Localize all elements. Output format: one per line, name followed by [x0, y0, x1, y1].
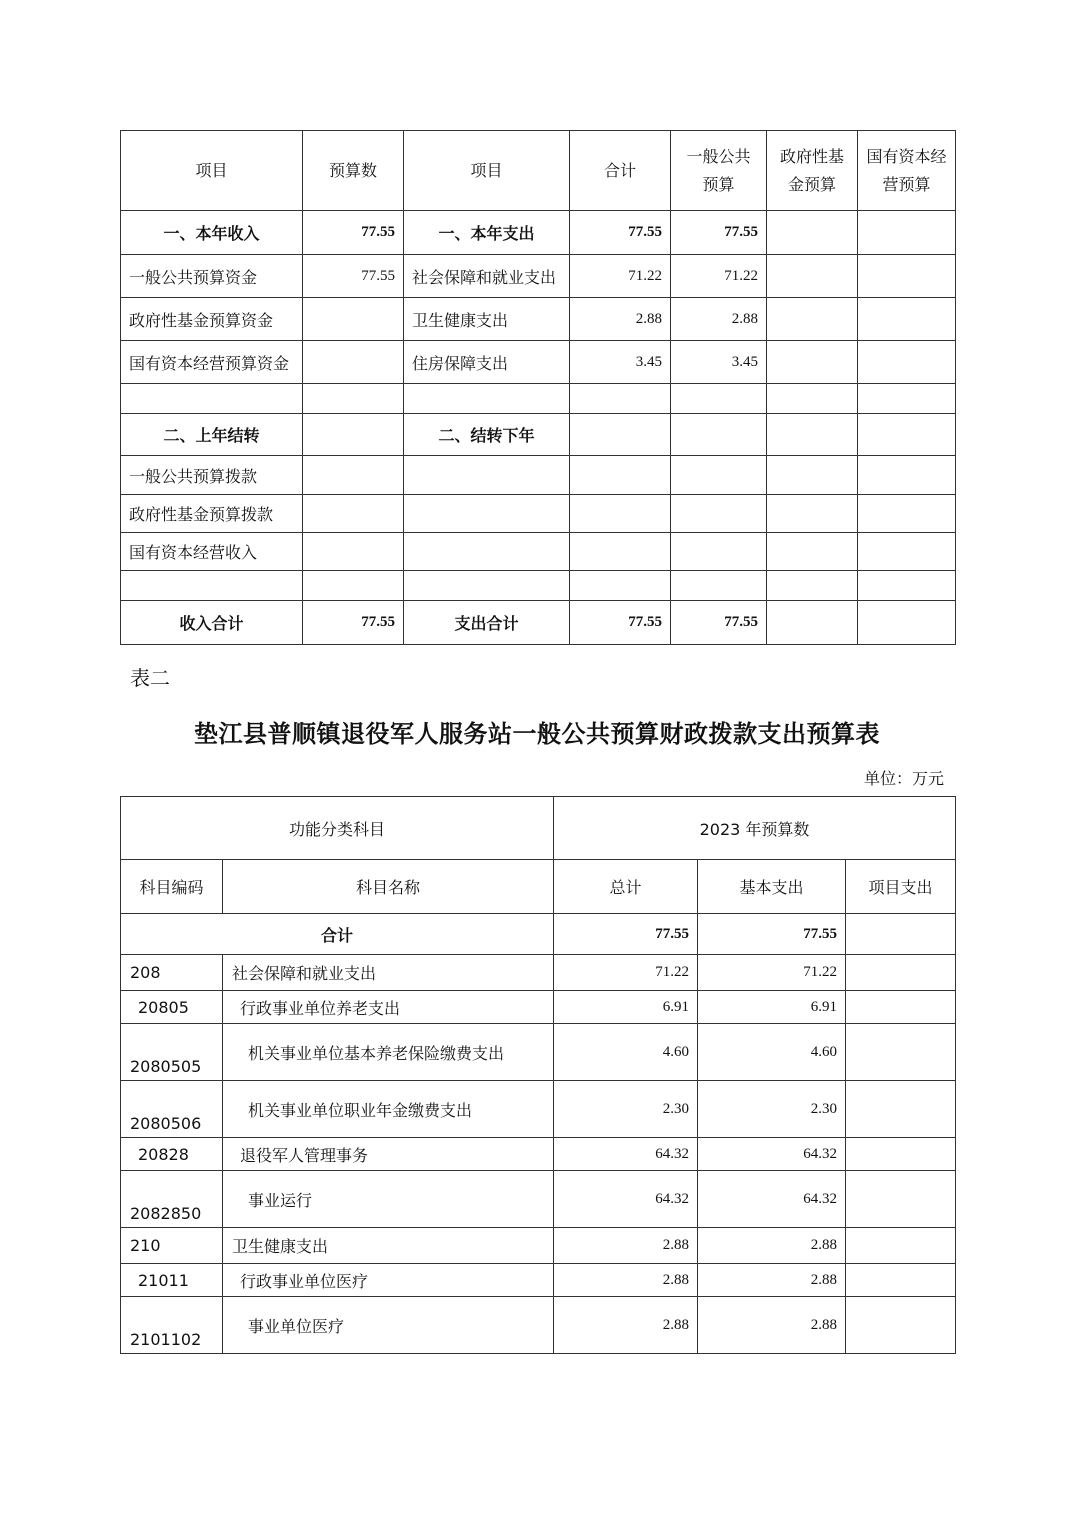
- soe-amount: [858, 533, 956, 571]
- row-project: [846, 1138, 956, 1171]
- gov-fund-amount: [767, 456, 858, 495]
- expense-total: [570, 456, 671, 495]
- income-amount: [303, 414, 404, 456]
- expense-total: 2.88: [570, 298, 671, 341]
- table1-row: [121, 414, 956, 456]
- header-code: 科目编码: [121, 860, 223, 914]
- table-row: [121, 991, 956, 1024]
- income-amount: [303, 456, 404, 495]
- header-name: 科目名称: [223, 860, 554, 914]
- income-amount: [303, 298, 404, 341]
- row-basic: 4.60: [698, 1024, 846, 1081]
- row-total: 2.88: [554, 1297, 698, 1354]
- subject-name: 行政事业单位养老支出: [223, 991, 554, 1024]
- total-project: [846, 914, 956, 955]
- subject-code: 2101102: [121, 1297, 223, 1354]
- income-item: 一般公共预算拨款: [121, 456, 303, 495]
- row-project: [846, 1081, 956, 1138]
- soe-amount: [858, 341, 956, 384]
- table1-row: [121, 601, 956, 645]
- table-row: [121, 1171, 956, 1228]
- header-soe-budget: 国有资本经营预算: [858, 131, 956, 211]
- soe-amount: [858, 601, 956, 645]
- gov-fund-amount: [767, 298, 858, 341]
- table1-row: [121, 211, 956, 255]
- expenditure-budget-table: [120, 796, 956, 1354]
- income-item: 国有资本经营预算资金: [121, 341, 303, 384]
- gov-fund-amount: [767, 384, 858, 414]
- subject-name: 退役军人管理事务: [223, 1138, 554, 1171]
- header-functional-category: 功能分类科目: [121, 797, 554, 860]
- expense-total: 77.55: [570, 601, 671, 645]
- header-item-expense: 项目: [404, 131, 570, 211]
- table-label: 表二: [130, 666, 170, 690]
- row-project: [846, 1024, 956, 1081]
- row-total: 6.91: [554, 991, 698, 1024]
- table1-row: [121, 298, 956, 341]
- income-item: 二、上年结转: [121, 414, 303, 456]
- table1-row: [121, 495, 956, 533]
- soe-amount: [858, 414, 956, 456]
- row-basic: 64.32: [698, 1138, 846, 1171]
- expense-total: [570, 414, 671, 456]
- gov-fund-amount: [767, 533, 858, 571]
- subject-code: 20828: [121, 1138, 223, 1171]
- soe-amount: [858, 384, 956, 414]
- expense-item: 支出合计: [404, 601, 570, 645]
- income-item: 一、本年收入: [121, 211, 303, 255]
- income-item: 政府性基金预算资金: [121, 298, 303, 341]
- gov-fund-amount: [767, 341, 858, 384]
- general-budget-amount: 77.55: [671, 601, 767, 645]
- row-basic: 2.88: [698, 1228, 846, 1264]
- row-total: 2.30: [554, 1081, 698, 1138]
- row-total: 2.88: [554, 1264, 698, 1297]
- subject-name: 行政事业单位医疗: [223, 1264, 554, 1297]
- page-title: 垫江县普顺镇退役军人服务站一般公共预算财政拨款支出预算表: [194, 720, 880, 748]
- subject-name: 事业运行: [223, 1171, 554, 1228]
- expense-total: [570, 384, 671, 414]
- soe-amount: [858, 255, 956, 298]
- subject-code: 208: [121, 955, 223, 991]
- subject-code: 2082850: [121, 1171, 223, 1228]
- general-budget-amount: [671, 414, 767, 456]
- table1-header-row: [121, 131, 956, 211]
- total-amount: 77.55: [554, 914, 698, 955]
- row-total: 64.32: [554, 1171, 698, 1228]
- general-budget-amount: 2.88: [671, 298, 767, 341]
- table1-row: [121, 255, 956, 298]
- income-item: [121, 384, 303, 414]
- row-basic: 2.88: [698, 1264, 846, 1297]
- table-row: [121, 1024, 956, 1081]
- income-item: [121, 571, 303, 601]
- general-budget-amount: [671, 571, 767, 601]
- row-basic: 2.88: [698, 1297, 846, 1354]
- soe-amount: [858, 495, 956, 533]
- expense-item: [404, 456, 570, 495]
- header-item-income: 项目: [121, 131, 303, 211]
- expense-item: [404, 533, 570, 571]
- soe-amount: [858, 211, 956, 255]
- table2-group-header-row: [121, 797, 956, 860]
- income-item: 政府性基金预算拨款: [121, 495, 303, 533]
- row-basic: 2.30: [698, 1081, 846, 1138]
- row-total: 2.88: [554, 1228, 698, 1264]
- income-amount: [303, 495, 404, 533]
- total-basic: 77.55: [698, 914, 846, 955]
- table-row: [121, 1138, 956, 1171]
- expense-item: [404, 384, 570, 414]
- table2-total-row: [121, 914, 956, 955]
- row-total: 64.32: [554, 1138, 698, 1171]
- header-project-expense: 项目支出: [846, 860, 956, 914]
- header-general-budget: 一般公共预算: [671, 131, 767, 211]
- general-budget-amount: [671, 456, 767, 495]
- header-gov-fund-budget: 政府性基金预算: [767, 131, 858, 211]
- budget-overview-table: [120, 130, 956, 645]
- expense-total: 71.22: [570, 255, 671, 298]
- gov-fund-amount: [767, 414, 858, 456]
- general-budget-amount: 3.45: [671, 341, 767, 384]
- expense-total: [570, 495, 671, 533]
- total-label: 合计: [121, 914, 554, 955]
- income-amount: [303, 571, 404, 601]
- header-basic-expense: 基本支出: [698, 860, 846, 914]
- expense-item: 二、结转下年: [404, 414, 570, 456]
- income-amount: [303, 341, 404, 384]
- expense-total: [570, 571, 671, 601]
- expense-total: 3.45: [570, 341, 671, 384]
- row-project: [846, 1264, 956, 1297]
- header-budget-year: 2023 年预算数: [554, 797, 956, 860]
- subject-name: 卫生健康支出: [223, 1228, 554, 1264]
- subject-name: 社会保障和就业支出: [223, 955, 554, 991]
- general-budget-amount: [671, 495, 767, 533]
- expense-item: [404, 495, 570, 533]
- subject-code: 2080505: [121, 1024, 223, 1081]
- subject-name: 机关事业单位职业年金缴费支出: [223, 1081, 554, 1138]
- row-project: [846, 991, 956, 1024]
- expense-total: [570, 533, 671, 571]
- table-row: [121, 1297, 956, 1354]
- unit-label: 单位：万元: [863, 769, 944, 788]
- gov-fund-amount: [767, 571, 858, 601]
- income-item: 国有资本经营收入: [121, 533, 303, 571]
- soe-amount: [858, 456, 956, 495]
- header-budget-amount: 预算数: [303, 131, 404, 211]
- income-amount: [303, 533, 404, 571]
- income-item: 一般公共预算资金: [121, 255, 303, 298]
- table1-row: [121, 533, 956, 571]
- row-basic: 6.91: [698, 991, 846, 1024]
- row-total: 4.60: [554, 1024, 698, 1081]
- gov-fund-amount: [767, 495, 858, 533]
- general-budget-amount: 77.55: [671, 211, 767, 255]
- row-total: 71.22: [554, 955, 698, 991]
- table1-row: [121, 456, 956, 495]
- expense-item: [404, 571, 570, 601]
- expense-item: 卫生健康支出: [404, 298, 570, 341]
- table-row: [121, 1264, 956, 1297]
- table2-column-header-row: [121, 860, 956, 914]
- header-total: 合计: [570, 131, 671, 211]
- subject-code: 2080506: [121, 1081, 223, 1138]
- subject-code: 210: [121, 1228, 223, 1264]
- row-project: [846, 955, 956, 991]
- header-grand-total: 总计: [554, 860, 698, 914]
- row-project: [846, 1171, 956, 1228]
- subject-code: 20805: [121, 991, 223, 1024]
- subject-code: 21011: [121, 1264, 223, 1297]
- table1-row: [121, 384, 956, 414]
- general-budget-amount: [671, 384, 767, 414]
- table-row: [121, 955, 956, 991]
- table-row: [121, 1228, 956, 1264]
- income-amount: 77.55: [303, 211, 404, 255]
- expense-item: 社会保障和就业支出: [404, 255, 570, 298]
- row-basic: 64.32: [698, 1171, 846, 1228]
- gov-fund-amount: [767, 601, 858, 645]
- subject-name: 机关事业单位基本养老保险缴费支出: [223, 1024, 554, 1081]
- income-amount: [303, 384, 404, 414]
- gov-fund-amount: [767, 211, 858, 255]
- expense-item: 一、本年支出: [404, 211, 570, 255]
- subject-name: 事业单位医疗: [223, 1297, 554, 1354]
- income-amount: 77.55: [303, 255, 404, 298]
- soe-amount: [858, 298, 956, 341]
- expense-item: 住房保障支出: [404, 341, 570, 384]
- table1-row: [121, 571, 956, 601]
- gov-fund-amount: [767, 255, 858, 298]
- table-row: [121, 1081, 956, 1138]
- general-budget-amount: [671, 533, 767, 571]
- row-project: [846, 1297, 956, 1354]
- general-budget-amount: 71.22: [671, 255, 767, 298]
- row-basic: 71.22: [698, 955, 846, 991]
- soe-amount: [858, 571, 956, 601]
- income-amount: 77.55: [303, 601, 404, 645]
- row-project: [846, 1228, 956, 1264]
- income-item: 收入合计: [121, 601, 303, 645]
- expense-total: 77.55: [570, 211, 671, 255]
- table1-row: [121, 341, 956, 384]
